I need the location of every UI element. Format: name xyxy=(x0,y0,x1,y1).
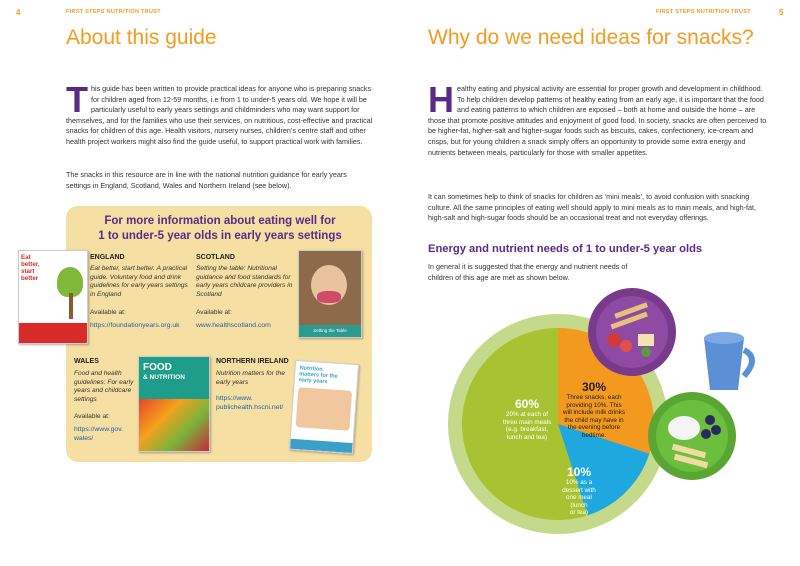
ni-link-line1: https://www. xyxy=(216,395,253,402)
england-link[interactable]: https://foundationyears.org.uk xyxy=(90,322,180,329)
main-line3: (e.g. breakfast, xyxy=(506,426,548,434)
page-title-left: About this guide xyxy=(66,26,217,49)
wales-link[interactable] xyxy=(74,425,123,443)
england-heading: ENGLAND xyxy=(90,254,125,261)
dessert-line2: dessert with xyxy=(562,486,596,494)
dessert-line1: 10% as a xyxy=(565,479,593,486)
ni-cover-title: Nutrition matters for the early years xyxy=(298,365,338,386)
why-text-2: It can sometimes help to think of snacks for children as ‘mini meals’, to avoid confusion with snacking culture. All the same principles of eating well should apply to mini meals as to main meals, and high-fat, high-salt and high-sugar foods should be an occasional treat and not everyday offerings. xyxy=(428,192,756,223)
energy-text: In general it is suggested that the energy and nutrient needs of children of this age are met as shown below. xyxy=(428,262,628,282)
main-meals-pct: 60% xyxy=(514,397,540,411)
northern-ireland-description: Nutrition matters for the early years xyxy=(216,370,285,386)
wales-cover-line2: & NUTRITION xyxy=(143,374,185,381)
running-header-right: FIRST STEPS NUTRITION TRUST xyxy=(656,9,751,15)
purple-plate xyxy=(588,288,676,376)
wales-heading: WALES xyxy=(74,358,99,365)
wales-description: Food and health guidelines: For early years and childcare settings xyxy=(74,370,134,403)
scotland-guide-cover xyxy=(298,250,362,338)
scotland-heading: SCOTLAND xyxy=(196,254,235,261)
why-paragraph-2 xyxy=(428,192,768,224)
snack-line3: will include milk drinks xyxy=(563,409,625,417)
fruit-photo xyxy=(139,399,209,451)
england-cover-title: Eat better, start better xyxy=(21,254,40,282)
page-number-right: 5 xyxy=(779,8,784,17)
main-line1: 20% at each of xyxy=(505,411,548,418)
snack-line2: providing 10%. This xyxy=(566,401,622,409)
dessert-line5: or tea) xyxy=(569,509,589,517)
child-food xyxy=(317,291,341,303)
dessert-line3: one meal xyxy=(566,494,592,502)
snacks-pct: 30% xyxy=(581,380,607,394)
england-guide-cover xyxy=(18,250,88,344)
scotland-link[interactable]: www.healthscotland.com xyxy=(196,322,271,329)
scotland-cover-title: Setting the Table xyxy=(299,325,361,337)
info-title-line1: For more information about eating well for xyxy=(104,215,336,227)
energy-subtitle: Energy and nutrient needs of 1 to under-5 year olds xyxy=(428,243,703,255)
info-title-line2: 1 to under-5 year olds in early years settings xyxy=(98,230,342,242)
drop-cap-t: T xyxy=(66,79,88,120)
dessert-pct: 10% xyxy=(566,465,592,479)
intro-paragraph xyxy=(66,79,376,148)
scotland-available-label: Available at: xyxy=(196,309,232,316)
intro-text: his guide has been written to provide practical ideas for anyone who is preparing snacks for children aged from 12-59 months, i.e from 1 to under-5 years old. We hope it will be particularly useful to early years settings and childminders who may want support for themselves, and for the families who use their services, on nutritious, cost-effective and practical snacks for children of this age. Health visitors, nursery nurses, children’s centre staff and other health project workers might also find the guide useful, to support practical work with families. xyxy=(66,84,373,146)
snacks-text: The snacks in this resource are in line with the national nutrition guidance for early years settings in England, Scotland, Wales and Northern Ireland (see below). xyxy=(66,170,347,190)
cover-red-band xyxy=(19,323,87,343)
england-available-label: Available at: xyxy=(90,309,126,316)
info-box-title xyxy=(86,214,354,244)
green-plate xyxy=(648,392,736,480)
wales-cover-line1: FOOD xyxy=(143,362,172,373)
wales-available-label: Available at: xyxy=(74,413,110,420)
wales-link-line1: https://www.gov. xyxy=(74,426,123,433)
wales-guide-cover xyxy=(138,356,210,452)
drop-cap-h: H xyxy=(428,79,454,120)
ni-link-line2: publichealth.hscni.net/ xyxy=(216,404,284,411)
why-text-1: ealthy eating and physical activity are essential for proper growth and development in childhood. To help children develop patterns of healthy eating from an early age, it is important that the food and eating patterns to which children are exposed – both at home and outside the home – are those that promote positive attitudes and enjoyment of good food. In society, snacks are often perceived to be higher-fat, higher-salt and higher-sugar foods such as biscuits, cakes, confectionery, ice-cream and crisps, but for young children a snack simply offers an opportunity to provide some extra energy and nutrients between meals, particularly for those with smaller appetites. xyxy=(428,84,767,157)
scotland-description: Setting the table: Nutritional guidance and food standards for early years childcare providers in Scotland xyxy=(196,265,293,298)
energy-paragraph xyxy=(428,262,648,283)
main-line2: three main meals xyxy=(502,418,552,426)
snack-line1: Three snacks, each xyxy=(566,394,622,401)
england-description: Eat better, start better. A practical guide. Voluntary food and drink guidelines for early years settings in England xyxy=(90,265,188,298)
dessert-line4: (lunch xyxy=(570,501,588,509)
wales-link-line2: wales/ xyxy=(74,435,94,442)
main-line4: lunch and tea) xyxy=(507,433,547,441)
northern-ireland-heading: NORTHERN IRELAND xyxy=(216,358,289,365)
snacks-paragraph xyxy=(66,170,366,191)
snack-line6: bedtime. xyxy=(581,431,607,439)
running-header-left: FIRST STEPS NUTRITION TRUST xyxy=(66,9,161,15)
snack-plates-illustration xyxy=(584,288,794,488)
blue-cup xyxy=(704,332,752,390)
tree-trunk xyxy=(69,293,73,319)
snack-line4: the child may have in xyxy=(564,416,624,424)
page-title-right: Why do we need ideas for snacks? xyxy=(428,26,754,49)
why-paragraph-1 xyxy=(428,79,770,158)
snack-line5: the evening before xyxy=(567,424,621,432)
page-number-left: 4 xyxy=(16,8,21,17)
northern-ireland-link[interactable] xyxy=(216,394,283,412)
wales-cover-title xyxy=(143,363,185,383)
northern-ireland-guide-cover xyxy=(289,360,359,454)
ni-cover-photo xyxy=(296,387,353,431)
